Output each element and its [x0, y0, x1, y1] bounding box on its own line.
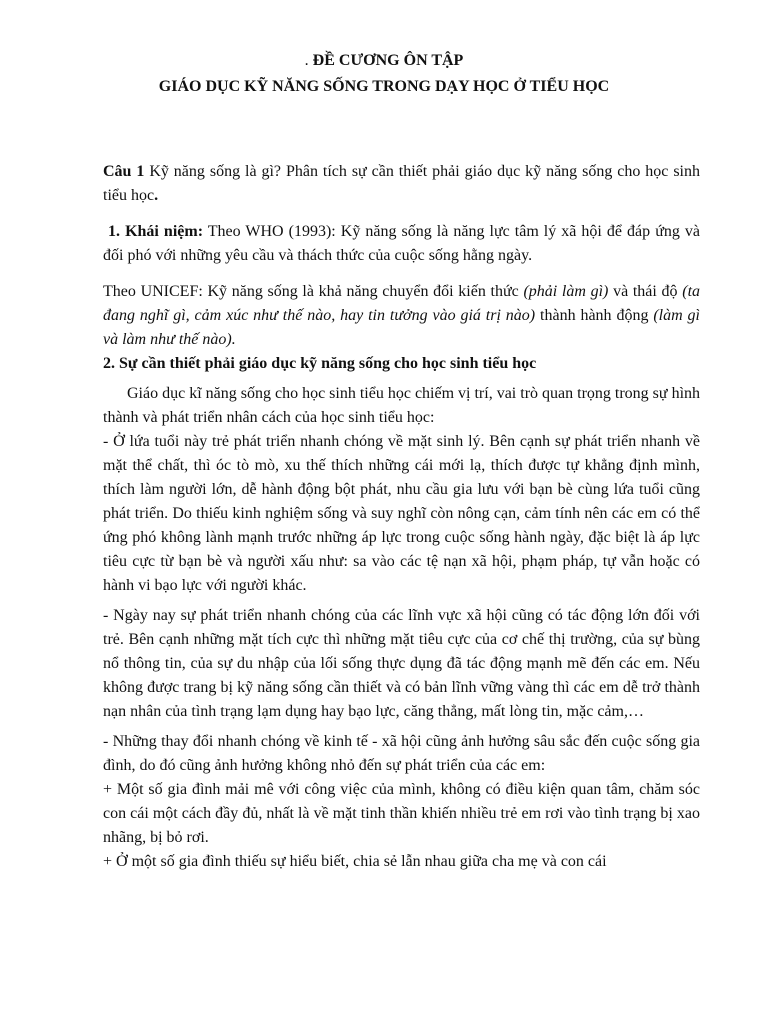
unicef-italic-1: (phải làm gì) [523, 283, 609, 300]
section-2-heading [103, 352, 700, 376]
question-1 [103, 160, 700, 208]
section-2-heading-text: 2. Sự cần thiết phải giáo dục kỹ năng sống cho học sinh tiểu học [103, 355, 537, 372]
concept-unicef [103, 280, 700, 352]
unicef-end: . [231, 331, 236, 348]
question-1-end: . [154, 187, 159, 204]
section-2-paragraph-3: - Những thay đổi nhanh chóng về kinh tế - xã hội cũng ảnh hưởng sâu sắc đến cuộc sống gia đình, do đó cũng ảnh hưởng không nhỏ đến sự phát triển của các em: [103, 733, 700, 774]
concept-who [103, 220, 700, 268]
question-1-text: Kỹ năng sống là gì? Phân tích sự cần thiết phải giáo dục kỹ năng sống cho học sinh tiểu học [103, 163, 701, 204]
section-2-paragraph-2: - Ngày nay sự phát triển nhanh chóng của các lĩnh vực xã hội cũng có tác động lớn đối với trẻ. Bên cạnh những mặt tích cực thì những mặt tiêu cực của cơ chế thị trường, của sự bùng nổ thông tin, của sự du nhập của lối sống thực dụng đã tác động mạnh mẽ đến các em. Nếu không được trang bị kỹ năng sống cần thiết và có bản lĩnh vững vàng thì các em dễ trở thành nạn nhân của tình trạng lạm dụng hay bạo lực, căng thẳng, mất lòng tin, mặc cảm,… [103, 607, 700, 720]
section-2-paragraph-5: + Ở một số gia đình thiếu sự hiểu biết, chia sẻ lẫn nhau giữa cha mẹ và con cái [103, 853, 607, 870]
unicef-italic-2: (ta đang nghĩ gì, cảm xúc như thế nào, hay tin tưởng vào giá trị nào) [103, 283, 701, 324]
section-2-paragraph-4: + Một số gia đình mải mê với công việc của mình, không có điều kiện quan tâm, chăm sóc con cái một cách đầy đủ, nhất là về mặt tinh thần khiến nhiều trẻ em rơi vào tình trạng bị xao nhãng, bị bỏ rơi. [103, 781, 700, 846]
question-1-label: Câu 1 [103, 163, 145, 180]
document-title [0, 52, 768, 70]
document-subtitle: GIÁO DỤC KỸ NĂNG SỐNG TRONG DẠY HỌC Ở TIỂU HỌC [158, 78, 610, 95]
title-prefix: . [304, 52, 309, 69]
concept-who-text: Theo WHO (1993): Kỹ năng sống là năng lực tâm lý xã hội để đáp ứng và đối phó với những yêu cầu và thách thức của cuộc sống hằng ngày. [103, 223, 700, 264]
unicef-text-b: và thái độ [608, 283, 683, 300]
concept-label: 1. Khái niệm: [108, 223, 204, 240]
section-2-intro: Giáo dục kĩ năng sống cho học sinh tiểu học chiếm vị trí, vai trò quan trọng trong sự hình thành và phát triển nhân cách của học sinh tiểu học: [103, 385, 701, 426]
title-text: ĐỀ CƯƠNG ÔN TẬP [312, 52, 464, 69]
document-body [103, 160, 700, 874]
unicef-text-a: Theo UNICEF: Kỹ năng sống là khả năng chuyển đổi kiến thức [103, 283, 524, 300]
unicef-text-c: thành hành động [535, 307, 654, 324]
unicef-italic-3: (làm gì và làm như thế nào) [103, 307, 701, 348]
section-2-paragraph-1: - Ở lứa tuổi này trẻ phát triển nhanh chóng về mặt sinh lý. Bên cạnh sự phát triển nhanh về mặt thể chất, thì óc tò mò, xu thế thích những cái mới lạ, thích được tự khẳng định mình, thích làm người lớn, dễ hành động bột phát, nhu cầu gia lưu với bạn bè cùng lứa tuổi cũng phát triển. Do thiếu kinh nghiệm sống và suy nghĩ còn nông cạn, cảm tính nên các em có thể ứng phó không lành mạnh trước những áp lực trong cuộc sống hành ngày, đặc biệt là áp lực tiêu cực từ bạn bè và người xấu như: sa vào các tệ nạn xã hội, phạm pháp, tự vẫn hoặc có hành vi bạo lực với người khác. [103, 433, 700, 594]
